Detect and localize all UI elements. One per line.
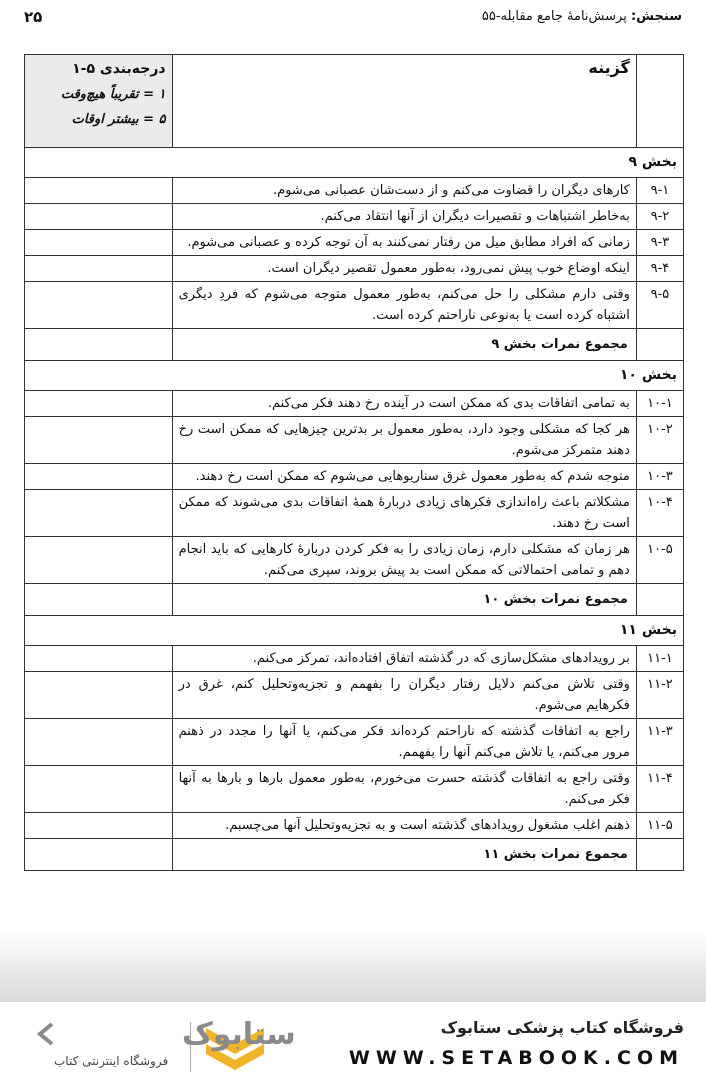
- item-text: زمانی که افراد مطابق میل من رفتار نمی‌کنند به آن توجه کرده و عصبانی می‌شوم.: [172, 230, 636, 256]
- table-row: [25, 672, 684, 719]
- table-row: [25, 256, 684, 282]
- section-total-row: [25, 329, 684, 361]
- section-title: بخش ۱۰: [25, 361, 684, 391]
- total-empty-cell: [636, 584, 683, 616]
- rating-cell[interactable]: [25, 490, 173, 537]
- page-header: [24, 6, 682, 32]
- item-text: به تمامی اتفاقات بدی که ممکن است در آینده رخ دهند فکر می‌کنم.: [172, 391, 636, 417]
- item-number: ۹-۵: [636, 282, 683, 329]
- setabook-logo-wordmark: [34, 1016, 296, 1052]
- rating-cell[interactable]: [25, 417, 173, 464]
- item-number: ۱۰-۵: [636, 537, 683, 584]
- store-name: فروشگاه کتاب پزشکی ستابوک: [440, 1018, 684, 1037]
- table-row: [25, 230, 684, 256]
- running-title-bold: سنجش:: [630, 9, 682, 24]
- logo-wordmark-text: ستابوک: [182, 1017, 296, 1052]
- item-number: ۱۱-۱: [636, 646, 683, 672]
- total-score-cell[interactable]: [25, 839, 173, 871]
- table-row: [25, 204, 684, 230]
- item-number: ۹-۳: [636, 230, 683, 256]
- item-text: اینکه اوضاع خوب پیش نمی‌رود، به‌طور معمول تقصیر دیگران است.: [172, 256, 636, 282]
- rating-cell[interactable]: [25, 672, 173, 719]
- item-text: مشکلاتم باعث راه‌اندازی فکرهای زیادی دربارهٔ همهٔ اتفاقات بدی می‌شوند که ممکن است رخ دهند.: [172, 490, 636, 537]
- total-score-cell[interactable]: [25, 584, 173, 616]
- section-total-label: مجموع نمرات بخش ۱۰: [172, 584, 636, 616]
- item-number: ۹-۱: [636, 178, 683, 204]
- rating-cell[interactable]: [25, 719, 173, 766]
- rating-cell[interactable]: [25, 813, 173, 839]
- section-total-label: مجموع نمرات بخش ۹: [172, 329, 636, 361]
- item-text: بر رویدادهای مشکل‌سازی که در گذشته اتفاق افتاده‌اند، تمرکز می‌کنم.: [172, 646, 636, 672]
- table-row: [25, 537, 684, 584]
- item-text: هر زمان که مشکلی دارم، زمان زیادی را به فکر کردن دربارهٔ کارهایی که باید انجام دهم و تمامی احتمالاتی که ممکن است بد پیش بروند، سپری می‌کنم.: [172, 537, 636, 584]
- item-text: راجع به اتفاقات گذشته که ناراحتم کرده‌اند فکر می‌کنم، یا آنها را مجدد در ذهنم مرور می‌کنم، یا تلاش می‌کنم آنها را بفهمم.: [172, 719, 636, 766]
- item-text: هر کجا که مشکلی وجود دارد، به‌طور معمول بر بدترین چیزهایی که ممکن است رخ دهند متمرکز می‌شوم.: [172, 417, 636, 464]
- table-row: [25, 490, 684, 537]
- rating-cell[interactable]: [25, 391, 173, 417]
- item-number: ۱۰-۳: [636, 464, 683, 490]
- item-text: وقتی راجع به اتفاقات گذشته حسرت می‌خورم، به‌طور معمول بارها و بارها به آنها فکر می‌کنم.: [172, 766, 636, 813]
- rating-cell[interactable]: [25, 178, 173, 204]
- table-row: [25, 417, 684, 464]
- rating-low-legend: ۱ = تقریباً هیچ‌وقت: [60, 87, 166, 102]
- header-number-cell: [636, 55, 683, 148]
- rating-cell[interactable]: [25, 766, 173, 813]
- item-number: ۱۱-۴: [636, 766, 683, 813]
- rating-cell[interactable]: [25, 646, 173, 672]
- table-row: [25, 464, 684, 490]
- table-row: [25, 766, 684, 813]
- item-text: وقتی دارم مشکلی را حل می‌کنم، به‌طور معمول متوجه می‌شوم که فردِ دیگری اشتباه کرده است یا به‌نوعی ناراحتم کرده است.: [172, 282, 636, 329]
- section-row: [25, 361, 684, 391]
- rating-cell[interactable]: [25, 282, 173, 329]
- table-row: [25, 813, 684, 839]
- item-number: ۱۰-۲: [636, 417, 683, 464]
- item-text: کارهای دیگران را قضاوت می‌کنم و از دست‌شان عصبانی می‌شوم.: [172, 178, 636, 204]
- running-title-rest: پرسش‌نامهٔ جامع مقابله-۵۵: [481, 9, 631, 24]
- section-total-row: [25, 839, 684, 871]
- rating-cell[interactable]: [25, 537, 173, 584]
- item-number: ۱۰-۱: [636, 391, 683, 417]
- rating-cell[interactable]: [25, 256, 173, 282]
- item-number: ۱۱-۳: [636, 719, 683, 766]
- questionnaire-table: [24, 54, 684, 871]
- total-score-cell[interactable]: [25, 329, 173, 361]
- page-number: ۲۵: [24, 8, 43, 26]
- table-row: [25, 391, 684, 417]
- table-row: [25, 282, 684, 329]
- total-empty-cell: [636, 329, 683, 361]
- item-number: ۱۱-۵: [636, 813, 683, 839]
- rating-high-legend: ۵ = بیشتر اوقات: [71, 112, 166, 127]
- table-row: [25, 719, 684, 766]
- store-footer: [0, 1002, 706, 1080]
- item-number: ۹-۴: [636, 256, 683, 282]
- total-empty-cell: [636, 839, 683, 871]
- running-title: [482, 9, 682, 24]
- item-text: به‌خاطر اشتباهات و تقصیرات دیگران از آنها انتقاد می‌کنم.: [172, 204, 636, 230]
- section-total-label: مجموع نمرات بخش ۱۱: [172, 839, 636, 871]
- item-number: ۹-۲: [636, 204, 683, 230]
- table-row: [25, 646, 684, 672]
- store-url-link[interactable]: WWW.SETABOOK.COM: [348, 1047, 684, 1069]
- item-number: ۱۱-۲: [636, 672, 683, 719]
- section-title: بخش ۱۱: [25, 616, 684, 646]
- bottom-fade: [0, 930, 706, 1002]
- section-row: [25, 148, 684, 178]
- rating-header: [25, 55, 173, 148]
- rating-title: درجه‌بندی ۵-۱: [72, 61, 166, 77]
- table-header-row: [25, 55, 684, 148]
- rating-cell[interactable]: [25, 464, 173, 490]
- option-header: گزینه: [172, 55, 636, 148]
- section-total-row: [25, 584, 684, 616]
- rating-cell[interactable]: [25, 230, 173, 256]
- table-row: [25, 178, 684, 204]
- item-number: ۱۰-۴: [636, 490, 683, 537]
- section-title: بخش ۹: [25, 148, 684, 178]
- item-text: ذهنم اغلب مشغول رویدادهای گذشته است و به تجزیه‌وتحلیل آنها می‌چسبم.: [172, 813, 636, 839]
- section-row: [25, 616, 684, 646]
- item-text: متوجه شدم که به‌طور معمول غرق سناریوهایی می‌شوم که ممکن است رخ دهند.: [172, 464, 636, 490]
- logo-subtitle: فروشگاه اینترنتی کتاب: [54, 1054, 169, 1068]
- item-text: وقتی تلاش می‌کنم دلایل رفتار دیگران را بفهمم و تجزیه‌وتحلیل کنم، غرق در فکرهایم می‌شوم.: [172, 672, 636, 719]
- rating-cell[interactable]: [25, 204, 173, 230]
